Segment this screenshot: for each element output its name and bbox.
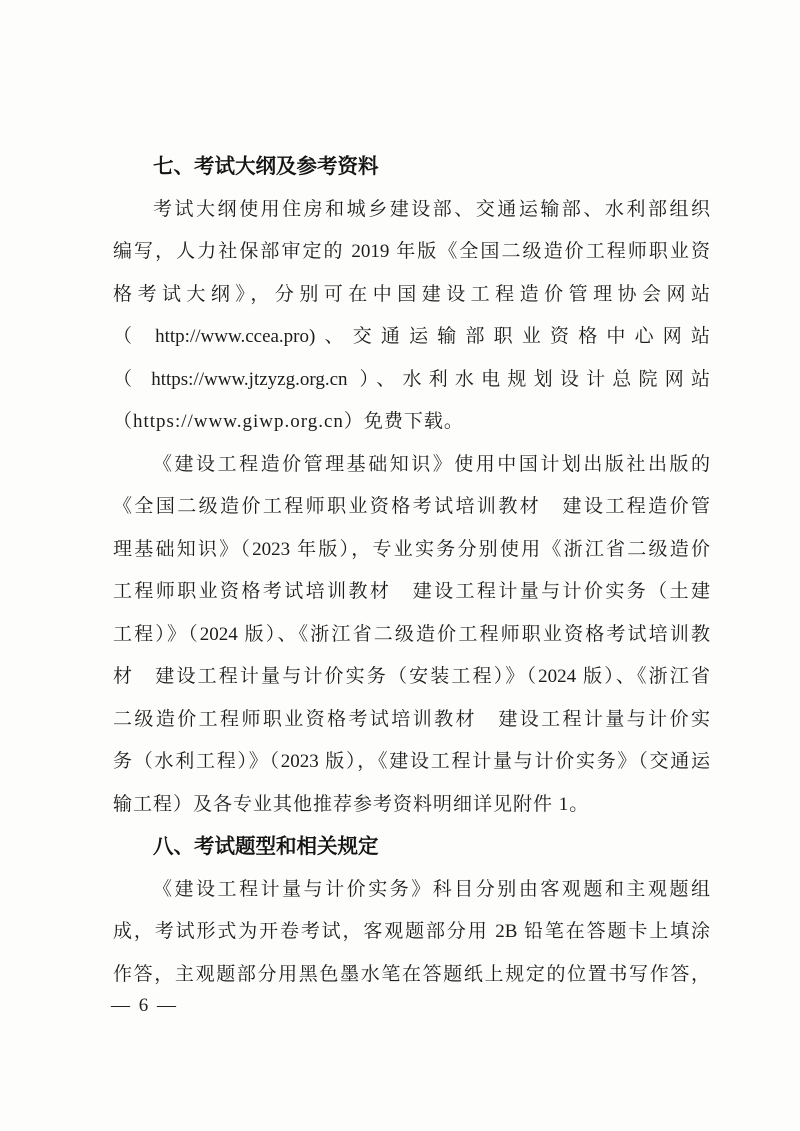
document-line: 格考试大纲》，分别可在中国建设工程造价管理协会网站 (113, 283, 710, 305)
document-line: 《全国二级造价工程师职业资格考试培训教材 建设工程造价管 (113, 496, 710, 517)
document-line: （https://www.giwp.org.cn）免费下载。 (113, 411, 464, 432)
document-line: 编写，人力社保部审定的 2019 年版《全国二级造价工程师职业资 (113, 241, 710, 262)
document-line: 工程师职业资格考试培训教材 建设工程计量与计价实务（土建 (113, 581, 710, 602)
document-line: （ https://www.jtzyzg.org.cn ）、水利水电规划设计总院网站 (113, 368, 710, 390)
document-line: 成，考试形式为开卷考试，客观题部分用 2B 铅笔在答题卡上填涂 (113, 921, 710, 942)
document-line: 务（水利工程）》（2023 版），《建设工程计量与计价实务》（交通运 (113, 751, 710, 772)
document-line: （ http://www.ccea.pro)、交通运输部职业资格中心网站 (113, 326, 710, 347)
document-line: 《建设工程计量与计价实务》科目分别由客观题和主观题组 (153, 878, 710, 900)
document-line: 二级造价工程师职业资格考试培训教材 建设工程计量与计价实 (113, 708, 710, 730)
document-line: 理基础知识》（2023 年版），专业实务分别使用《浙江省二级造价 (113, 538, 710, 560)
document-body (113, 146, 710, 996)
section-heading: 七、考试大纲及参考资料 (153, 155, 379, 178)
document-line: 材 建设工程计量与计价实务（安装工程）》（2024 版）、《浙江省 (113, 666, 710, 687)
document-line: 《建设工程造价管理基础知识》使用中国计划出版社出版的 (153, 453, 710, 475)
document-line: 考试大纲使用住房和城乡建设部、交通运输部、水利部组织 (153, 198, 710, 220)
section-heading: 八、考试题型和相关规定 (153, 835, 379, 858)
page-number: — 6 — (111, 995, 178, 1016)
document-line: 输工程）及各专业其他推荐参考资料明细详见附件 1。 (113, 793, 590, 815)
document-line: 工程）》（2024 版）、《浙江省二级造价工程师职业资格考试培训教 (113, 623, 710, 645)
document-line: 作答，主观题部分用黑色墨水笔在答题纸上规定的位置书写作答， (113, 963, 710, 985)
